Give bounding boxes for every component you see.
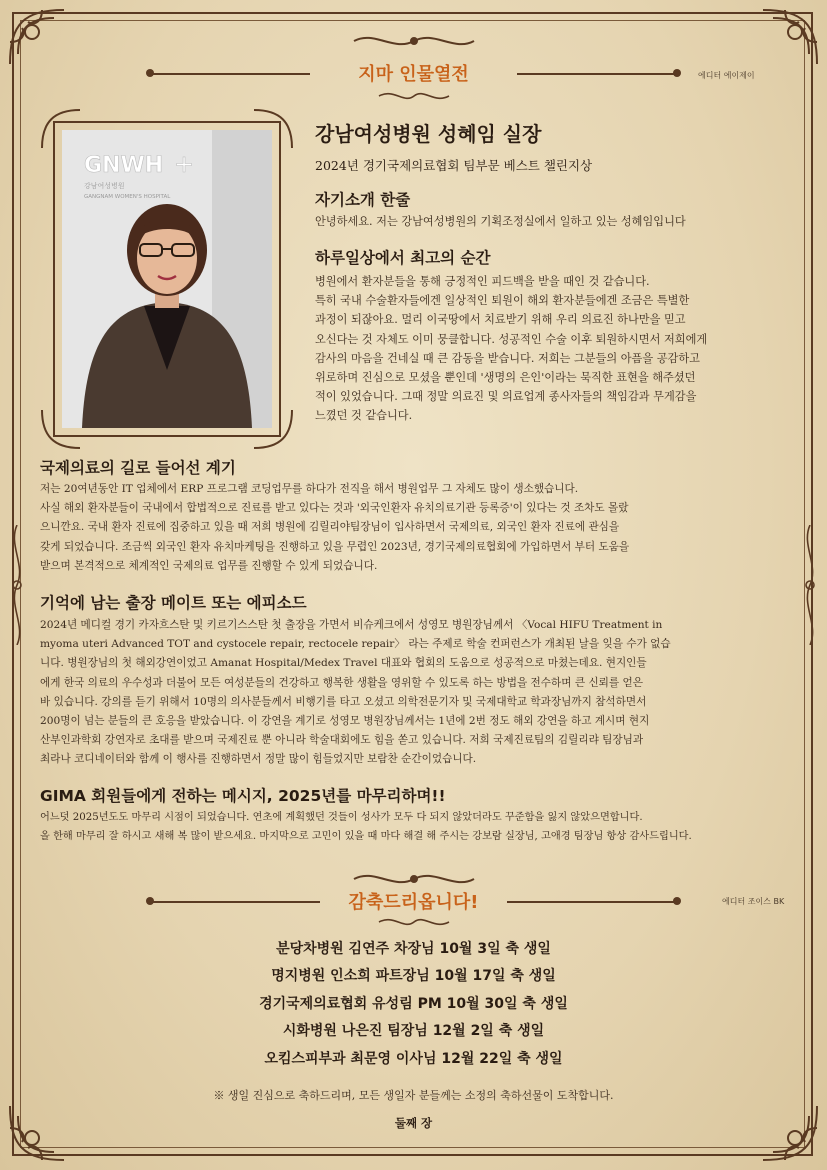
section-title: 지마 인물열전	[358, 64, 469, 85]
career-paragraph: 저는 20여년동안 IT 업체에서 ERP 프로그램 코딩업무를 하다가 전직을 해서 병원업무 그 자체도 많이 생소했습니다. 사실 해외 환자분들이 국내에서 합법적으로 진료를 받고 있다는 것과 '외국인환자 유치의료기관 등록증'이 있다는 것 조차도 몰랐 으니깐요. 국내 환자 진료에 집중하고 있을 때 저희 병원에 김릴리야팀장님이 입사하면서 국제의료, 외국인 환자 진료에 관심을 갖게 되었습니다. 조금씩 외국인 환자 유치마케팅을 진행하고 있을 무렵인 2023년, 경기국제의료협회에 가입하면서 부터 도움을 받으며 본격적으로 체계적인 국제의료 업무를 진행할 수 있게 되었습니다.	[40, 483, 630, 572]
svg-text:+: +	[174, 150, 195, 178]
birthday-wish: 시화병원 나은진 팀장님 12월 2일 축 생일	[282, 1023, 545, 1039]
corner-ornament	[753, 1096, 823, 1166]
photo-sign-sub: 강남여성병원	[84, 182, 125, 190]
birthday-wish: 명지병원 인소희 파트장님 10월 17일 축 생일	[271, 968, 556, 984]
birthday-wish: 오킴스피부과 최문영 이사님 12월 22일 축 생일	[264, 1051, 563, 1067]
career-heading: 국제의료의 길로 들어선 계기	[40, 459, 236, 477]
message-heading: GIMA 회원들에게 전하는 메시지, 2025년를 마무리하며!!	[40, 787, 446, 805]
side-ornament	[6, 525, 28, 645]
intro-text: 안녕하세요. 저는 강남여성병원의 기획조정실에서 일하고 있는 성혜임입니다	[315, 215, 686, 228]
gift-note: ※ 생일 진심으로 축하드리며, 모든 생일자 분들께는 소정의 축하선물이 도착합니다.	[213, 1089, 614, 1102]
photo-sign: GNWH	[84, 153, 164, 178]
section-flourish	[0, 868, 827, 890]
profile-photo	[62, 130, 272, 428]
top-flourish	[0, 30, 827, 52]
signature: 둘째 장	[394, 1116, 433, 1130]
message-paragraph: 어느덧 2025년도도 마무리 시점이 되었습니다. 연초에 계획했던 것들이 성사가 모두 다 되지 않았더라도 꾸준함을 잃지 않았으면합니다. 올 한해 마무리 잘 하시고 새해 복 많이 받으세요. 마지막으로 고민이 있을 때 마다 해결 해 주시는 강보람 실장님, 고애경 팀장님 항상 감사드립니다.	[40, 812, 692, 843]
award-subtitle: 2024년 경기국제의료협회 팀부문 베스트 챌린지상	[315, 158, 593, 173]
intro-heading: 자기소개 한줄	[315, 191, 411, 209]
congrats-title: 감축드리옵니다!	[348, 892, 479, 913]
moment-heading: 하루일상에서 최고의 순간	[315, 249, 491, 267]
banner-flourish	[0, 88, 827, 104]
banner-flourish-2	[0, 914, 827, 930]
editor-credit-2: 에디터 조이스 BK	[722, 897, 785, 906]
episode-paragraph: 2024년 메디컬 경기 카자흐스탄 및 키르기스스탄 첫 출장을 가면서 비슈케크에서 성영모 병원장님께서 〈Vocal HIFU Treatment in myoma uteri Advanced TOT and cystocele repair, rectocele repair〉 라는 주제로 학술 컨퍼런스가 개최된 날을 잊을 수가 없습 니다. 병원장님의 첫 해외강연이었고 Amanat Hospital/Medex Travel 대표와 협회의 도움으로 성공적으로 마쳤는데요. 현지인들 에게 한국 의료의 우수성과 더불어 모든 여성분들의 건강하고 행복한 생활을 영위할 수 있도록 하는 방법을 전수하며 큰 신뢰를 얻은 바 있습니다. 강의를 듣기 위해서 10명의 의사분들께서 비행기를 타고 오셨고 의학전문기자 및 국제대학교 학과장님까지 참석하면서 200명이 넘는 분들의 큰 호응을 받았습니다. 이 강연을 계기로 성영모 병원장님께서는 1년에 2번 정도 해외 강연을 하고 계시며 현지 산부인과학회 강연자로 초대를 받으며 국제진료 뿐 아니라 학술대회에도 힘을 쏟고 있습니다. 저희 국제진료팀의 김릴리랴 팀장님과 최라나 코디네이터와 함께 이 행사를 진행하면서 정말 많이 힘들었지만 보람찬 순간이었습니다.	[40, 619, 671, 766]
moment-paragraph: 병원에서 환자분들을 통해 긍정적인 피드백을 받을 때인 것 같습니다. 특히 국내 수술환자들에겐 일상적인 퇴원이 해외 환자분들에겐 조금은 특별한 과정이 되잖아요. 멀리 이국땅에서 치료받기 위해 우리 의료진 하나만을 믿고 오신다는 것 자체도 이미 뭉클합니다. 성공적인 수술 이후 퇴원하시면서 저희에게 감사의 마음을 건네실 때 큰 감동을 받습니다. 저희는 그분들의 아픔을 공감하고 위로하며 진심으로 모셨을 뿐인데 '생명의 은인'이라는 묵직한 표현을 해주셨던 적이 있었습니다. 그때 정말 의료진 및 의료업계 종사자들의 책임감과 무게감을 느꼈던 것 같습니다.	[315, 275, 708, 423]
birthday-wish: 경기국제의료협회 유성림 PM 10월 30일 축 생일	[259, 996, 568, 1012]
birthday-wish: 분당차병원 김연주 차장님 10월 3일 축 생일	[276, 941, 551, 957]
photo-sign-en: GANGNAM WOMEN'S HOSPITAL	[84, 194, 171, 200]
episode-heading: 기억에 남는 출장 메이트 또는 에피소드	[40, 594, 307, 612]
section-banner-2	[0, 888, 827, 914]
interviewee-name: 강남여성병원 성혜임 실장	[315, 122, 542, 146]
editor-credit: 에디터 에이제이	[698, 71, 755, 80]
side-ornament	[799, 525, 821, 645]
corner-ornament	[4, 1096, 74, 1166]
